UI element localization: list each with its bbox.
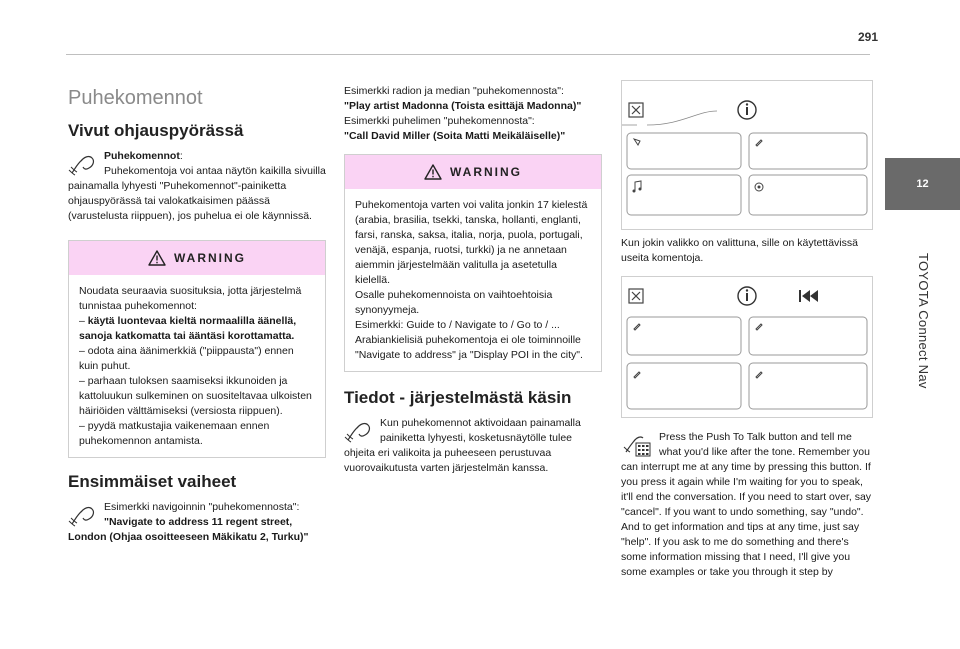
system-info-text: Kun puhekomennot aktivoidaan painamalla painiketta lyhyesti, kosketusnäytölle tulee ohjeita eri valikoita ja puheeseen perustuvaa vuorovaikutusta varten järjestelmän kanssa.: [344, 417, 581, 474]
voice-command-icon: [344, 418, 374, 444]
chapter-number: 12: [916, 178, 929, 190]
intro-paragraph: [68, 149, 326, 224]
example-nav-command: "Navigate to address 11 regent street, London (Ohjaa osoitteeseen Mäkikatu 2, Turku)": [68, 516, 309, 543]
example-nav-text: Esimerkki navigoinnin "puhekomennosta":: [104, 501, 300, 513]
rewind-back-icon: [799, 290, 818, 302]
warning-triangle-icon: [424, 164, 442, 180]
warning1-bullet2: – odota aina äänimerkkiä ("piippausta") ennen kuin puhut.: [79, 345, 294, 372]
radio-example-text: Esimerkki radion ja median "puhekomennosta":: [344, 85, 564, 97]
voice-command-icon: [68, 151, 98, 177]
screen-illustration-2: [621, 276, 873, 418]
chapter-tab: [885, 158, 960, 210]
warning1-line1: Noudata seuraavia suosituksia, jotta järjestelmä tunnistaa puhekomennot:: [79, 285, 302, 312]
phone-keypad-icon: [621, 432, 653, 458]
side-title-text: TOYOTA Connect Nav: [916, 253, 931, 389]
warning-title-1: WARNING: [174, 251, 246, 265]
warning2-text4: Arabiankielisiä puhekomentoja ei ole toiminnoille "Navigate to address" ja "Display POI in the city".: [355, 334, 583, 361]
warning-box-1: [68, 240, 326, 458]
warning-body-2: [345, 189, 601, 371]
screen-2-graphic: [622, 277, 872, 417]
warning1-dash: –: [79, 315, 88, 327]
help-paragraph: [621, 430, 873, 580]
main-title: Puhekomennot: [68, 87, 203, 109]
intro-label: Puhekomennot: [104, 150, 180, 162]
warning-header-2: [345, 155, 601, 189]
warning2-text1: Puhekomentoja varten voi valita jonkin 17 kielestä (arabia, brasilia, tsekki, tanska, hollanti, englanti, farsi, ranska, saksa, italia, norja, puola, portugali, venäjä, espanja, ruotsi, turkki) ja ne annetaan aiemmin järjestelmään valitulla ja asetetulla kielellä.: [355, 199, 588, 286]
phone-example-command: "Call David Miller (Soita Matti Meikäläiselle)": [344, 130, 566, 142]
screen-1-graphic: [622, 81, 872, 229]
section-title-first-steps: Ensimmäiset vaiheet: [68, 472, 237, 491]
screen-caption-1: Kun jokin valikko on valittuna, sille on käytettävissä useita komentoja.: [621, 237, 858, 264]
close-icon: [629, 289, 643, 303]
warning-header-1: [69, 241, 325, 275]
intro-text: Puhekomentoja voi antaa näytön kaikilla sivuilla painamalla lyhyesti "Puhekomennot"-painiketta ohjauspyörässä tai valokatkaisimen päässä (varustelusta riippuen), jos puhelua ei ole käynnissä.: [68, 165, 326, 222]
intro-colon: :: [179, 150, 183, 162]
warning1-bullet3: – parhaan tuloksen saamiseksi ikkunoiden ja kattoluukun sulkeminen on suositeltavaa ulkoisten häiriöiden välttämiseksi (versiosta riippuen).: [79, 375, 312, 417]
header-divider: [66, 54, 870, 55]
info-icon: [738, 287, 756, 305]
warning1-bullet1: käytä luontevaa kieltä normaalilla äänellä, sanoja katkomatta tai ääntäsi korottamatta.: [79, 315, 297, 342]
warning-box-2: [344, 154, 602, 372]
page-number: 291: [858, 30, 879, 44]
warning-title-2: WARNING: [450, 165, 522, 179]
warning2-text2: Osalle puhekomennoista on vaihtoehtoisia synonyymeja.: [355, 289, 553, 316]
column-middle: [344, 84, 602, 476]
example-nav-paragraph: [68, 500, 326, 545]
section-title-steering: Vivut ohjauspyörässä: [68, 121, 244, 140]
info-icon: [738, 101, 756, 119]
side-title: [886, 216, 960, 426]
voice-command-icon: [68, 502, 98, 528]
system-info-paragraph: [344, 416, 602, 476]
warning-body-1: [69, 275, 325, 457]
warning-triangle-icon: [148, 250, 166, 266]
warning1-bullet4: – pyydä matkustajia vaikenemaan ennen puhekomennon antamista.: [79, 420, 270, 447]
phone-example-text: Esimerkki puhelimen "puhekomennosta":: [344, 115, 535, 127]
column-right: [621, 80, 873, 580]
close-icon: [629, 103, 643, 117]
screen-illustration-1: [621, 80, 873, 230]
radio-example-command: "Play artist Madonna (Toista esittäjä Madonna)": [344, 100, 582, 112]
warning2-text3: Esimerkki: Guide to / Navigate to / Go to / ...: [355, 319, 560, 331]
column-left: [68, 80, 326, 545]
help-text: Press the Push To Talk button and tell me what you'd like after the tone. Remember you can interrupt me at any time by pressing this button. If you press it again while I'm waiting for you to speak, it'll end the conversation. If you need to start over, say "cancel". If you want to undo something, say "undo". And to get information and tips at any time, just say "help". If you ask to me do something and there's some information missing that I need, I'll give you some examples or take you through it step by: [621, 431, 872, 578]
radio-example: [344, 84, 602, 144]
section-title-system-info: Tiedot - järjestelmästä käsin: [344, 388, 572, 407]
